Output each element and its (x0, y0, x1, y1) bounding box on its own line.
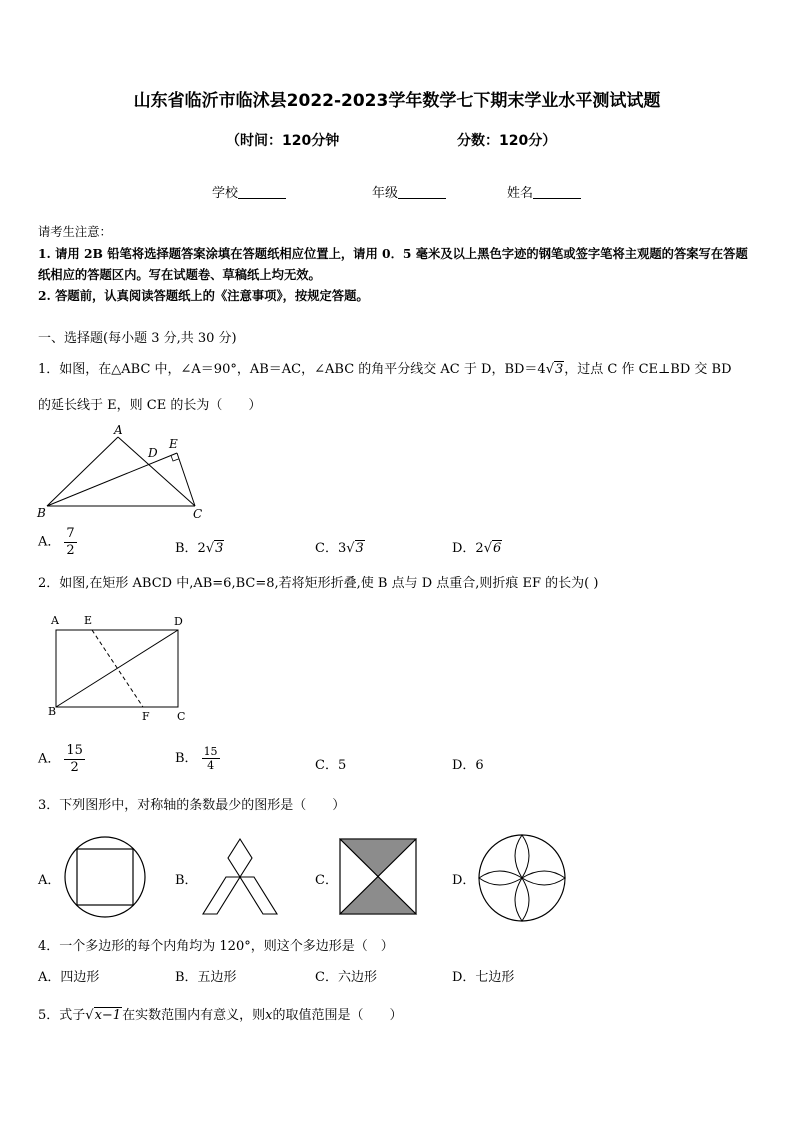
q4-option-d[interactable]: D．七边形 (452, 970, 515, 985)
q3-option-b-label[interactable]: B． (175, 873, 198, 888)
q2-option-d[interactable]: D．6 (452, 758, 484, 773)
top-rhombus-shape (228, 839, 252, 877)
q2-label-b: B (48, 705, 57, 718)
q1-segment-be (47, 453, 177, 506)
notice-block (38, 222, 760, 306)
q3-option-b-figure[interactable] (200, 836, 280, 920)
q3-option-a-figure[interactable] (62, 834, 148, 920)
section-heading: 一、选择题(每小题 3 分,共 30 分) (38, 331, 237, 346)
score-label: 分数：120分） (457, 133, 557, 149)
grade-label: 年级 (372, 186, 399, 201)
q2-label-f: F (142, 710, 150, 723)
inscribed-square-shape (77, 849, 133, 905)
petal-bottom (515, 878, 529, 921)
q3-text: 3．下列图形中，对称轴的条数最少的图形是（ ） (38, 798, 346, 813)
q4-option-a[interactable]: A．四边形 (38, 970, 100, 985)
q1-label-b: B (37, 506, 46, 520)
q3-option-c-figure[interactable] (339, 838, 419, 916)
q2-option-a[interactable]: A． $\frac{15}{2}$ (38, 743, 83, 775)
q3-option-a-label[interactable]: A． (38, 873, 61, 888)
q2-label-a: A (51, 614, 59, 627)
q4-option-c[interactable]: C．六边形 (315, 970, 377, 985)
q2-label-e: E (84, 614, 93, 627)
time-label: （时间：120分钟 (226, 133, 340, 149)
name-label: 姓名 (507, 186, 534, 201)
q1-edge-ba (47, 437, 118, 506)
petal-top (515, 835, 529, 878)
q1-label-e: E (169, 437, 178, 451)
q2-label-d: D (174, 615, 183, 628)
q1-line-2: 的延长线于 E，则 CE 的长为（ ） (38, 398, 262, 413)
school-label: 学校 (212, 186, 239, 201)
school-blank (238, 186, 286, 199)
right-parallelogram-shape (240, 877, 277, 914)
q3-option-d-label[interactable]: D． (452, 873, 476, 888)
q2-option-b[interactable]: B． $\frac{15}{4}$ (175, 745, 218, 773)
q4-option-b[interactable]: B．五边形 (175, 970, 237, 985)
q1-option-c[interactable]: C．3√3 (315, 541, 364, 556)
petal-left (479, 871, 522, 885)
grade-blank (398, 186, 446, 199)
name-blank (533, 186, 581, 199)
q3-option-c-label[interactable]: C． (315, 873, 338, 888)
q1-label-a: A (114, 423, 123, 437)
q4-text: 4．一个多边形的每个内角均为 120°，则这个多边形是（ ） (38, 939, 394, 954)
q2-text: 2．如图,在矩形 ABCD 中,AB=6,BC=8,若将矩形折叠,使 B 点与 D 点重合,则折痕 EF 的长为( ) (38, 576, 599, 591)
q1-label-c: C (193, 507, 203, 521)
name-field (507, 182, 581, 201)
q1-line-1: 1．如图，在△ABC 中，∠A＝90°，AB＝AC，∠ABC 的角平分线交 AC 于 D，BD＝4√3，过点 C 作 CE⊥BD 交 BD (38, 362, 732, 377)
q1-option-d[interactable]: D．2√6 (452, 541, 502, 556)
left-parallelogram-shape (203, 877, 240, 914)
q2-rectangle-figure (45, 610, 195, 725)
grade-field (372, 182, 446, 201)
q1-triangle-figure (30, 420, 220, 524)
q5-text: 5．式子√x−1在实数范围内有意义，则x的取值范围是（ ） (38, 1008, 403, 1023)
notice-item-2: 2. 答题前，认真阅读答题纸上的《注意事项》，按规定答题。 (38, 288, 369, 303)
q2-label-c: C (177, 710, 186, 723)
notice-heading: 请考生注意： (38, 225, 112, 239)
q1-option-b[interactable]: B．2√3 (175, 541, 224, 556)
petal-right (522, 871, 565, 885)
q1-option-a[interactable]: A． $\frac{7}{2}$ (38, 526, 75, 558)
page-title: 山东省临沂市临沭县2022-2023学年数学七下期末学业水平测试试题 (133, 91, 661, 111)
q3-option-d-figure[interactable] (476, 832, 568, 924)
q1-right-angle-mark (171, 456, 179, 462)
notice-item-1: 1. 请用 2B 铅笔将选择题答案涂填在答题纸相应位置上，请用 0．5 毫米及以上黑色字迹的钢笔或签字笔将主观题的答案写在答题纸相应的答题区内。写在试题卷、草稿纸上均无效。 (38, 246, 748, 282)
q1-label-d: D (148, 446, 158, 460)
q2-option-c[interactable]: C．5 (315, 758, 347, 773)
school-field (212, 182, 286, 201)
